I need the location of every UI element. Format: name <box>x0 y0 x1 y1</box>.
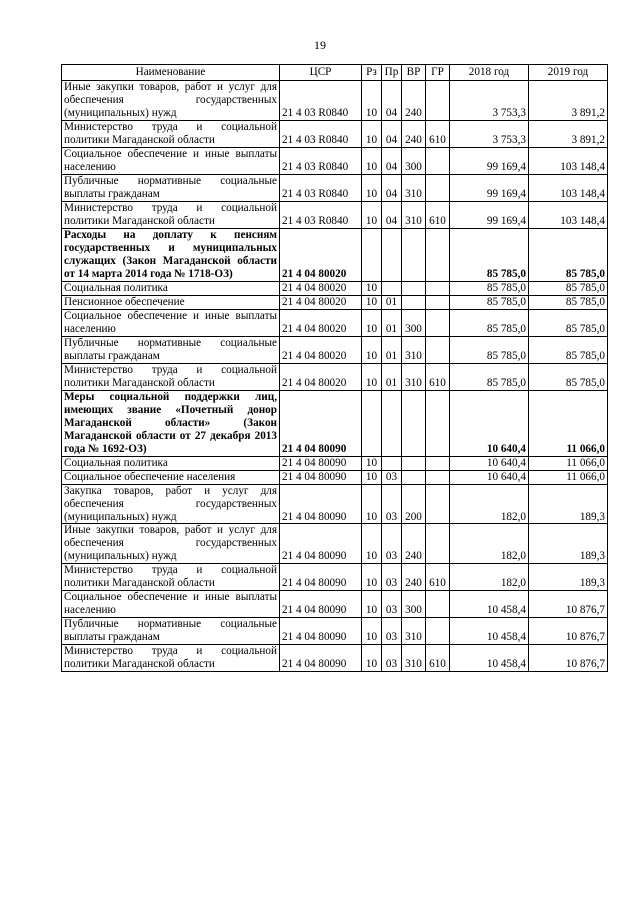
cell-pr: 04 <box>382 120 402 147</box>
cell-gr: 610 <box>426 564 450 591</box>
cell-2019: 103 148,4 <box>529 147 608 174</box>
cell-vr <box>402 456 426 470</box>
cell-gr <box>426 309 450 336</box>
cell-vr: 200 <box>402 484 426 524</box>
table-row <box>62 645 608 672</box>
cell-csr: 21 4 03 R0840 <box>280 201 362 228</box>
cell-pr: 03 <box>382 484 402 524</box>
table-row <box>62 564 608 591</box>
header-pr: Пр <box>382 65 402 81</box>
cell-csr: 21 4 04 80090 <box>280 618 362 645</box>
cell-csr: 21 4 04 80020 <box>280 336 362 363</box>
cell-gr <box>426 484 450 524</box>
cell-2019: 85 785,0 <box>529 363 608 390</box>
table-row <box>62 120 608 147</box>
header-name: Наименование <box>62 65 280 81</box>
header-csr: ЦСР <box>280 65 362 81</box>
cell-2019: 10 876,7 <box>529 645 608 672</box>
cell-2018: 10 458,4 <box>450 618 529 645</box>
table-row <box>62 81 608 121</box>
table-row <box>62 309 608 336</box>
cell-rz: 10 <box>362 81 382 121</box>
cell-pr: 01 <box>382 309 402 336</box>
cell-gr <box>426 390 450 456</box>
cell-csr: 21 4 04 80090 <box>280 484 362 524</box>
table-body <box>62 81 608 672</box>
cell-2018: 3 753,3 <box>450 81 529 121</box>
table-row <box>62 363 608 390</box>
cell-rz: 10 <box>362 618 382 645</box>
header-vr: ВР <box>402 65 426 81</box>
cell-vr <box>402 390 426 456</box>
cell-name: Социальная политика <box>62 456 280 470</box>
cell-csr: 21 4 04 80090 <box>280 456 362 470</box>
cell-pr: 03 <box>382 591 402 618</box>
cell-2018: 10 458,4 <box>450 591 529 618</box>
cell-2018: 182,0 <box>450 484 529 524</box>
cell-gr: 610 <box>426 645 450 672</box>
cell-csr: 21 4 04 80090 <box>280 591 362 618</box>
cell-gr: 610 <box>426 363 450 390</box>
header-row <box>62 65 608 81</box>
cell-2019: 85 785,0 <box>529 228 608 281</box>
cell-2018: 85 785,0 <box>450 295 529 309</box>
cell-name: Министерство труда и социальной политики Магаданской области <box>62 363 280 390</box>
cell-2019: 103 148,4 <box>529 201 608 228</box>
cell-name: Министерство труда и социальной политики Магаданской области <box>62 120 280 147</box>
cell-2019: 85 785,0 <box>529 309 608 336</box>
cell-vr <box>402 228 426 281</box>
cell-rz: 10 <box>362 470 382 484</box>
cell-rz: 10 <box>362 281 382 295</box>
cell-2018: 10 640,4 <box>450 470 529 484</box>
budget-table <box>61 64 608 672</box>
cell-2019: 85 785,0 <box>529 295 608 309</box>
cell-pr: 04 <box>382 201 402 228</box>
cell-2018: 85 785,0 <box>450 309 529 336</box>
cell-name: Социальная политика <box>62 281 280 295</box>
cell-csr: 21 4 03 R0840 <box>280 120 362 147</box>
cell-rz: 10 <box>362 120 382 147</box>
cell-gr <box>426 336 450 363</box>
cell-csr: 21 4 04 80090 <box>280 470 362 484</box>
cell-gr: 610 <box>426 120 450 147</box>
table-row <box>62 147 608 174</box>
cell-rz: 10 <box>362 336 382 363</box>
table-row <box>62 336 608 363</box>
cell-2018: 10 640,4 <box>450 390 529 456</box>
cell-name: Социальное обеспечение и иные выплаты населению <box>62 591 280 618</box>
cell-gr <box>426 174 450 201</box>
cell-name: Социальное обеспечение населения <box>62 470 280 484</box>
cell-name: Социальное обеспечение и иные выплаты населению <box>62 147 280 174</box>
cell-csr: 21 4 04 80020 <box>280 228 362 281</box>
cell-2019: 11 066,0 <box>529 470 608 484</box>
cell-name: Меры социальной поддержки лиц, имеющих звание «Почетный донор Магаданской области» (Закон Магаданской области от 27 декабря 2013 года № 1692-ОЗ) <box>62 390 280 456</box>
cell-name: Иные закупки товаров, работ и услуг для обеспечения государственных (муниципальных) нужд <box>62 524 280 564</box>
table-row <box>62 390 608 456</box>
table-row <box>62 470 608 484</box>
cell-vr: 310 <box>402 336 426 363</box>
cell-pr: 01 <box>382 363 402 390</box>
cell-2019: 10 876,7 <box>529 618 608 645</box>
cell-gr <box>426 524 450 564</box>
cell-2019: 189,3 <box>529 524 608 564</box>
cell-csr: 21 4 04 80020 <box>280 309 362 336</box>
table-row <box>62 295 608 309</box>
cell-gr <box>426 591 450 618</box>
cell-rz: 10 <box>362 174 382 201</box>
cell-name: Закупка товаров, работ и услуг для обеспечения государственных (муниципальных) нужд <box>62 484 280 524</box>
cell-rz: 10 <box>362 295 382 309</box>
cell-rz: 10 <box>362 484 382 524</box>
cell-vr <box>402 470 426 484</box>
table-row <box>62 174 608 201</box>
cell-gr <box>426 147 450 174</box>
cell-rz: 10 <box>362 524 382 564</box>
cell-rz: 10 <box>362 564 382 591</box>
cell-pr <box>382 390 402 456</box>
cell-pr: 04 <box>382 147 402 174</box>
cell-2018: 10 640,4 <box>450 456 529 470</box>
cell-vr: 300 <box>402 309 426 336</box>
cell-csr: 21 4 04 80090 <box>280 564 362 591</box>
cell-2019: 11 066,0 <box>529 456 608 470</box>
cell-2019: 103 148,4 <box>529 174 608 201</box>
cell-csr: 21 4 04 80020 <box>280 281 362 295</box>
cell-name: Министерство труда и социальной политики Магаданской области <box>62 564 280 591</box>
cell-vr: 300 <box>402 591 426 618</box>
cell-rz: 10 <box>362 591 382 618</box>
cell-gr <box>426 295 450 309</box>
header-2019: 2019 год <box>529 65 608 81</box>
header-rz: Рз <box>362 65 382 81</box>
cell-rz: 10 <box>362 363 382 390</box>
cell-vr: 310 <box>402 618 426 645</box>
table-row <box>62 201 608 228</box>
page-number: 19 <box>314 38 326 52</box>
cell-name: Публичные нормативные социальные выплаты гражданам <box>62 174 280 201</box>
cell-2018: 85 785,0 <box>450 336 529 363</box>
cell-csr: 21 4 03 R0840 <box>280 174 362 201</box>
cell-rz <box>362 390 382 456</box>
cell-vr: 310 <box>402 645 426 672</box>
cell-csr: 21 4 03 R0840 <box>280 81 362 121</box>
cell-name: Расходы на доплату к пенсиям государственных и муниципальных служащих (Закон Магаданской области от 14 марта 2014 года № 1718-ОЗ) <box>62 228 280 281</box>
cell-csr: 21 4 04 80020 <box>280 363 362 390</box>
cell-vr: 240 <box>402 81 426 121</box>
cell-pr <box>382 281 402 295</box>
cell-csr: 21 4 04 80020 <box>280 295 362 309</box>
cell-rz: 10 <box>362 456 382 470</box>
cell-vr <box>402 295 426 309</box>
cell-vr: 240 <box>402 564 426 591</box>
cell-name: Пенсионное обеспечение <box>62 295 280 309</box>
cell-gr <box>426 228 450 281</box>
cell-name: Социальное обеспечение и иные выплаты населению <box>62 309 280 336</box>
cell-pr: 03 <box>382 645 402 672</box>
cell-2019: 189,3 <box>529 484 608 524</box>
cell-2019: 85 785,0 <box>529 336 608 363</box>
cell-rz: 10 <box>362 309 382 336</box>
cell-2018: 99 169,4 <box>450 147 529 174</box>
cell-2018: 182,0 <box>450 524 529 564</box>
header-2018: 2018 год <box>450 65 529 81</box>
cell-2018: 85 785,0 <box>450 363 529 390</box>
cell-pr: 04 <box>382 81 402 121</box>
cell-gr <box>426 618 450 645</box>
cell-name: Публичные нормативные социальные выплаты гражданам <box>62 618 280 645</box>
cell-csr: 21 4 03 R0840 <box>280 147 362 174</box>
cell-vr: 300 <box>402 147 426 174</box>
cell-2018: 85 785,0 <box>450 281 529 295</box>
cell-2019: 189,3 <box>529 564 608 591</box>
header-gr: ГР <box>426 65 450 81</box>
cell-2019: 85 785,0 <box>529 281 608 295</box>
table-row <box>62 524 608 564</box>
table-header <box>62 65 608 81</box>
cell-2019: 11 066,0 <box>529 390 608 456</box>
cell-2018: 85 785,0 <box>450 228 529 281</box>
table-row <box>62 228 608 281</box>
cell-name: Министерство труда и социальной политики Магаданской области <box>62 201 280 228</box>
table-row <box>62 591 608 618</box>
cell-2019: 3 891,2 <box>529 120 608 147</box>
cell-pr: 03 <box>382 564 402 591</box>
cell-name: Министерство труда и социальной политики Магаданской области <box>62 645 280 672</box>
table-row <box>62 484 608 524</box>
cell-csr: 21 4 04 80090 <box>280 645 362 672</box>
cell-gr <box>426 281 450 295</box>
cell-pr: 04 <box>382 174 402 201</box>
cell-2019: 10 876,7 <box>529 591 608 618</box>
cell-pr: 01 <box>382 336 402 363</box>
cell-gr <box>426 81 450 121</box>
cell-vr: 240 <box>402 524 426 564</box>
cell-name: Иные закупки товаров, работ и услуг для обеспечения государственных (муниципальных) нужд <box>62 81 280 121</box>
cell-pr: 03 <box>382 618 402 645</box>
cell-gr: 610 <box>426 201 450 228</box>
cell-name: Публичные нормативные социальные выплаты гражданам <box>62 336 280 363</box>
cell-vr: 240 <box>402 120 426 147</box>
cell-vr: 310 <box>402 174 426 201</box>
cell-2019: 3 891,2 <box>529 81 608 121</box>
cell-vr: 310 <box>402 201 426 228</box>
cell-pr: 01 <box>382 295 402 309</box>
cell-gr <box>426 456 450 470</box>
cell-rz <box>362 228 382 281</box>
cell-2018: 182,0 <box>450 564 529 591</box>
cell-rz: 10 <box>362 645 382 672</box>
table-row <box>62 456 608 470</box>
cell-csr: 21 4 04 80090 <box>280 390 362 456</box>
cell-rz: 10 <box>362 147 382 174</box>
cell-2018: 3 753,3 <box>450 120 529 147</box>
table-row <box>62 618 608 645</box>
cell-csr: 21 4 04 80090 <box>280 524 362 564</box>
cell-vr <box>402 281 426 295</box>
cell-2018: 99 169,4 <box>450 174 529 201</box>
cell-vr: 310 <box>402 363 426 390</box>
cell-2018: 99 169,4 <box>450 201 529 228</box>
cell-rz: 10 <box>362 201 382 228</box>
cell-gr <box>426 470 450 484</box>
cell-pr <box>382 228 402 281</box>
cell-pr: 03 <box>382 524 402 564</box>
table-row <box>62 281 608 295</box>
cell-pr <box>382 456 402 470</box>
cell-pr: 03 <box>382 470 402 484</box>
cell-2018: 10 458,4 <box>450 645 529 672</box>
